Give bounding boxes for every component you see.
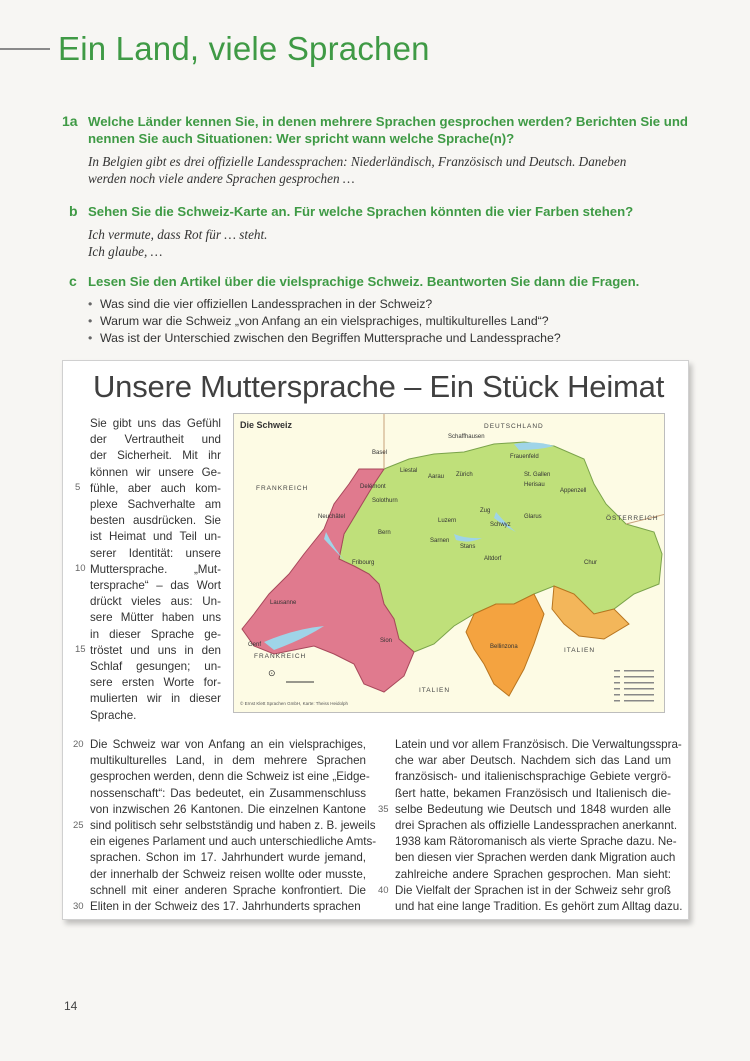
- article-intro-line: ist Heimat und Teil un-: [90, 530, 221, 544]
- article-box: [62, 360, 689, 920]
- article-intro-line: sere Mütter haben uns: [90, 611, 221, 625]
- switzerland-map-graphic: [234, 414, 665, 713]
- neighbor-label: FRANKREICH: [256, 485, 309, 492]
- city-label: Genf: [248, 642, 262, 648]
- legend-row: [614, 688, 620, 690]
- city-label: Schwyz: [490, 522, 511, 528]
- article-body-line: ein eigenes Parlament und auch unterschiedliche Amts-: [90, 835, 377, 849]
- line-number: 15: [75, 644, 86, 655]
- line-number: 30: [73, 901, 84, 912]
- article-body-line: schnell mit einer anderen Sprache konfrontiert. Die: [90, 883, 366, 897]
- article-intro-column: [90, 416, 221, 724]
- city-label: Delémont: [360, 484, 386, 490]
- article-body-line: multikulturelles Land, in dem mehrere Sprachen: [90, 754, 366, 768]
- article-body-right: [395, 737, 683, 915]
- line-number: 20: [73, 739, 84, 750]
- legend-row: [624, 670, 654, 672]
- article-body-line: 1938 kam Rätoromanisch als vierte Sprache dazu. Ne-: [395, 835, 677, 849]
- task-number-1a: 1a: [62, 113, 78, 129]
- bullet-item: • Warum war die Schweiz „von Anfang an ein vielsprachiges, multikulturelles Land“?: [88, 313, 561, 330]
- line-numbers-bottom-right: [378, 737, 394, 927]
- legend-row: [614, 700, 620, 702]
- article-body-line: gesprochen werden, denn die Schweiz ist eine „Eidge-: [90, 770, 370, 784]
- legend-row: [624, 700, 654, 702]
- article-intro-line: der Sicherheit. Mit ihr: [90, 449, 221, 463]
- city-label: Basel: [372, 450, 388, 456]
- task-letter-c: c: [69, 273, 77, 289]
- legend-row: [614, 694, 620, 696]
- city-label: St. Gallen: [524, 472, 551, 478]
- page-number: 14: [64, 999, 78, 1013]
- line-number: 25: [73, 820, 84, 831]
- article-body-line: französisch- und italienischsprachige Gebiete vergrö-: [395, 770, 671, 784]
- article-intro-line: Muttersprache. „Mut-: [90, 562, 221, 576]
- bullet-item: • Was sind die vier offiziellen Landessprachen in der Schweiz?: [88, 296, 561, 313]
- article-intro-line: drückt vieles aus: Un-: [90, 595, 221, 609]
- legend-row: [614, 676, 620, 678]
- task-1a-example: [88, 153, 626, 187]
- article-body-line: zahlreiche andere Sprachen gesprochen. Man sieht:: [395, 867, 671, 881]
- article-body-line: drei Sprachen als offizielle Landessprachen anerkannt.: [395, 819, 678, 833]
- legend-row: [624, 682, 654, 684]
- city-label: Zürich: [456, 472, 473, 478]
- task-b-example: [88, 226, 267, 260]
- city-label: Fribourg: [352, 560, 375, 566]
- task-c-question: Lesen Sie den Artikel über die vielsprachige Schweiz. Beantworten Sie dann die Fragen.: [88, 274, 640, 289]
- city-label: Luzern: [438, 518, 457, 524]
- line-number: 5: [75, 482, 81, 493]
- task-c-bullet-list: [88, 296, 561, 347]
- article-body-line: ßert hatte, bekamen Französisch und Italienisch die-: [395, 786, 671, 800]
- neighbor-label: ITALIEN: [419, 687, 451, 694]
- neighbor-label: ÖSTERREICH: [606, 515, 659, 522]
- article-intro-line: in dieser Sprache ge-: [90, 627, 221, 641]
- article-body-line: Eliten in der Schweiz des 17. Jahrhunderts sprachen: [90, 900, 361, 914]
- task-b-question: Sehen Sie die Schweiz-Karte an. Für welche Sprachen könnten die vier Farben stehen?: [88, 204, 634, 219]
- city-label: Altdorf: [484, 556, 502, 562]
- city-label: Stans: [460, 544, 476, 550]
- switzerland-map: [233, 413, 665, 713]
- city-label: Herisau: [524, 482, 545, 488]
- line-numbers-left: [75, 416, 89, 726]
- article-title: Unsere Muttersprache – Ein Stück Heimat: [93, 369, 665, 404]
- city-label: Lausanne: [270, 600, 297, 606]
- article-intro-line: mulierten wir in dieser: [90, 692, 221, 706]
- article-intro-line: tröstet und uns in den: [90, 643, 221, 657]
- article-intro-line: können wir unsere Ge-: [90, 465, 221, 479]
- city-label: Bern: [378, 530, 391, 536]
- article-body-line: ben diesen vier Sprachen werden dank Migration auch: [395, 851, 676, 865]
- article-intro-line: Sie gibt uns das Gefühl: [90, 417, 221, 430]
- task-b-example-line: Ich glaube, …: [88, 244, 163, 259]
- legend-row: [624, 688, 654, 690]
- legend-row: [624, 694, 654, 696]
- city-label: Bellinzona: [490, 644, 518, 650]
- article-body-line: sprachen. Schon im 17. Jahrhundert wurde jemand,: [90, 851, 366, 865]
- legend-row: [614, 682, 620, 684]
- line-number: 35: [378, 804, 389, 815]
- neighbor-label: FRANKREICH: [254, 653, 307, 660]
- line-number: 40: [378, 885, 389, 896]
- city-label: Appenzell: [560, 488, 587, 494]
- article-intro-line: der Vertrautheit und: [90, 433, 221, 447]
- article-body-line: selbe Bedeutung wie Deutsch und 1848 wurden alle: [395, 802, 671, 816]
- article-body-line: Die Schweiz war von Anfang an ein vielsprachiges,: [90, 738, 366, 751]
- city-label: Schaffhausen: [448, 434, 485, 440]
- line-number: 10: [75, 563, 86, 574]
- page-title: Ein Land, viele Sprachen: [58, 30, 430, 67]
- city-label: Frauenfeld: [510, 454, 539, 460]
- article-body-line: Latein und vor allem Französisch. Die Verwaltungsspra-: [395, 738, 682, 751]
- article-body-line: nossenschaft“: Das bedeutet, ein Zusammenschluss: [90, 786, 366, 800]
- city-label: Aarau: [428, 474, 445, 480]
- article-intro-line: tersprache“ – das Wort: [90, 579, 221, 593]
- article-intro-line: plexe Sachverhalte am: [90, 498, 221, 512]
- title-rule: [0, 48, 50, 50]
- task-b-example-line: Ich vermute, dass Rot für … steht.: [88, 227, 268, 242]
- north-arrow-icon: ⊙: [268, 668, 276, 678]
- article-body-line: sind politisch sehr selbstständig und haben z. B. jeweils: [90, 819, 376, 833]
- map-credits: © Ernst Klett Sprachen GmbH, Karte: Theiss Heidolph: [240, 701, 349, 706]
- article-intro-line: sere ersten Worte for-: [90, 676, 221, 690]
- article-intro-line: besten ausdrücken. Sie: [90, 514, 221, 528]
- task-letter-b: b: [69, 203, 78, 219]
- article-intro-line: serer Identität: unsere: [90, 546, 221, 560]
- neighbor-label: DEUTSCHLAND: [484, 423, 544, 430]
- article-intro-line: Schlaf gesungen; un-: [90, 660, 221, 674]
- article-body-line: von inzwischen 26 Kantonen. Die einzelnen Kantone: [90, 802, 366, 816]
- line-numbers-bottom-left: [73, 737, 89, 927]
- task-1a-question-line: Welche Länder kennen Sie, in denen mehrere Sprachen gesprochen werden? Berichten Sie und: [88, 114, 688, 129]
- article-body-line: und hat eine lange Tradition. Es gehört zum Alltag dazu.: [395, 900, 683, 914]
- city-label: Neuchâtel: [318, 514, 346, 520]
- legend-row: [614, 670, 620, 672]
- city-label: Zug: [480, 508, 491, 514]
- city-label: Sarnen: [430, 538, 450, 544]
- article-intro-line: Sprache.: [90, 708, 137, 722]
- city-label: Chur: [584, 560, 598, 566]
- neighbor-label: ITALIEN: [564, 647, 596, 654]
- map-title: Die Schweiz: [240, 420, 293, 430]
- task-1a-example-line: In Belgien gibt es drei offizielle Landessprachen: Niederländisch, Französisch und Deutsch. Daneben: [88, 154, 627, 169]
- legend-row: [624, 676, 654, 678]
- task-1a-question: [88, 113, 688, 147]
- article-body-line: Die Vielfalt der Sprachen ist in der Schweiz sehr groß: [395, 883, 671, 897]
- city-label: Glarus: [524, 514, 542, 520]
- task-1a-question-line: nennen Sie auch Situationen: Wer spricht wann welche Sprache(n)?: [88, 131, 515, 146]
- task-1a-example-line: werden noch viele andere Sprachen gesprochen …: [88, 171, 355, 186]
- article-body-line: der innerhalb der Schweiz reisen wollte oder musste,: [90, 867, 366, 881]
- map-legend: [612, 666, 662, 710]
- city-label: Solothurn: [372, 498, 398, 504]
- bullet-item: • Was ist der Unterschied zwischen den Begriffen Muttersprache und Landessprache?: [88, 330, 561, 347]
- article-intro-line: fühle, aber auch kom-: [90, 481, 221, 495]
- city-label: Sion: [380, 638, 393, 644]
- article-body-line: che war aber Deutsch. Nachdem sich das Land um: [395, 754, 671, 768]
- city-label: Liestal: [400, 468, 418, 474]
- article-body-left: [90, 737, 377, 915]
